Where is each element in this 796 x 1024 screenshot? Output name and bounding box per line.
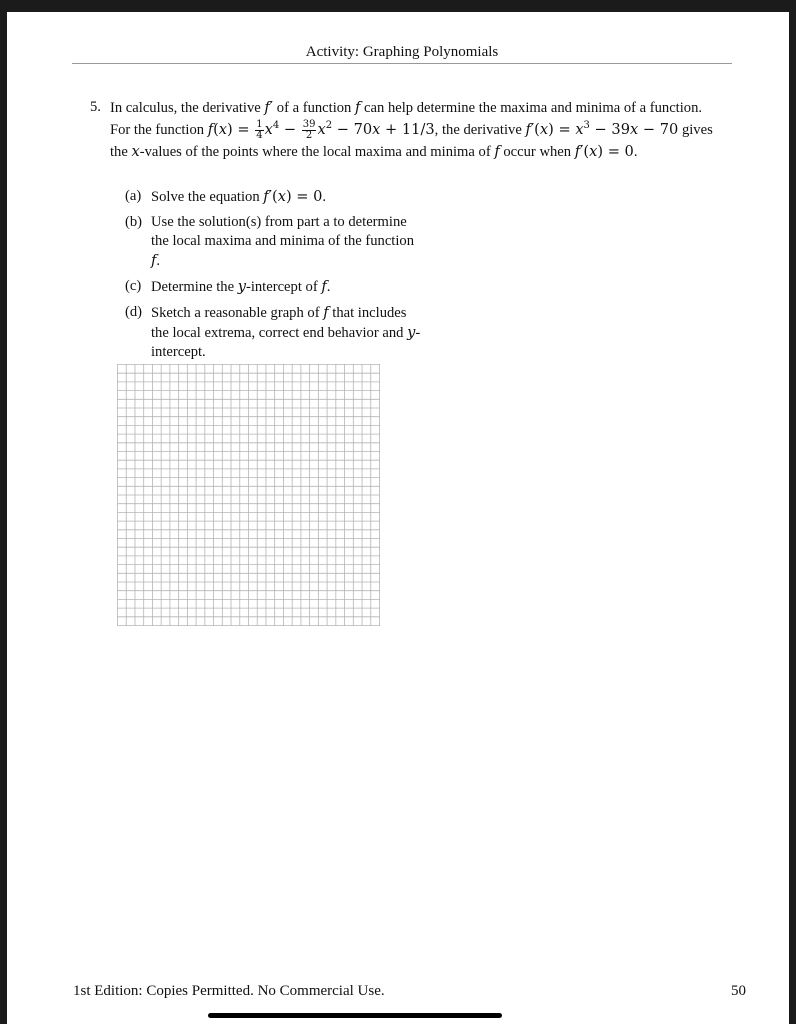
part-a: (a) Solve the equation f′(x) = 0. — [125, 188, 327, 205]
problem-line-1: In calculus, the derivative f′ of a function f can help determine the maxima and minima of a function. — [110, 99, 703, 116]
problem-line-2: For the function f(x) = $\frac{1}{4}$ $x^4$ − $\frac{39}{2}$ $x^2 - 70x + 11/3$, the derivative $f'(x) = x^3 - 39x - 70$ gives — [110, 118, 713, 141]
home-indicator[interactable] — [208, 1013, 502, 1018]
part-d: (d) Sketch a reasonable graph of f that includes the local extrema, correct end behavior and y-intercept. — [125, 304, 421, 360]
header-divider — [72, 63, 732, 64]
graph-grid[interactable] — [117, 364, 380, 626]
problem-parts — [125, 187, 425, 368]
page-header: Activity: Graphing Polynomials — [305, 44, 499, 60]
footer-copyright: 1st Edition: Copies Permitted. No Commercial Use. — [73, 983, 385, 999]
part-b: (b) Use the solution(s) from part a to determine the local maxima and minima of the function f. — [125, 214, 415, 269]
part-c: (c) Determine the y-intercept of f. — [125, 278, 331, 295]
problem-number: 5. — [90, 99, 101, 115]
page-number: 50 — [731, 983, 746, 999]
problem-line-3: the x-values of the points where the local maxima and minima of f occur when f′(x) = 0. — [110, 143, 638, 160]
problem-statement — [110, 97, 742, 163]
